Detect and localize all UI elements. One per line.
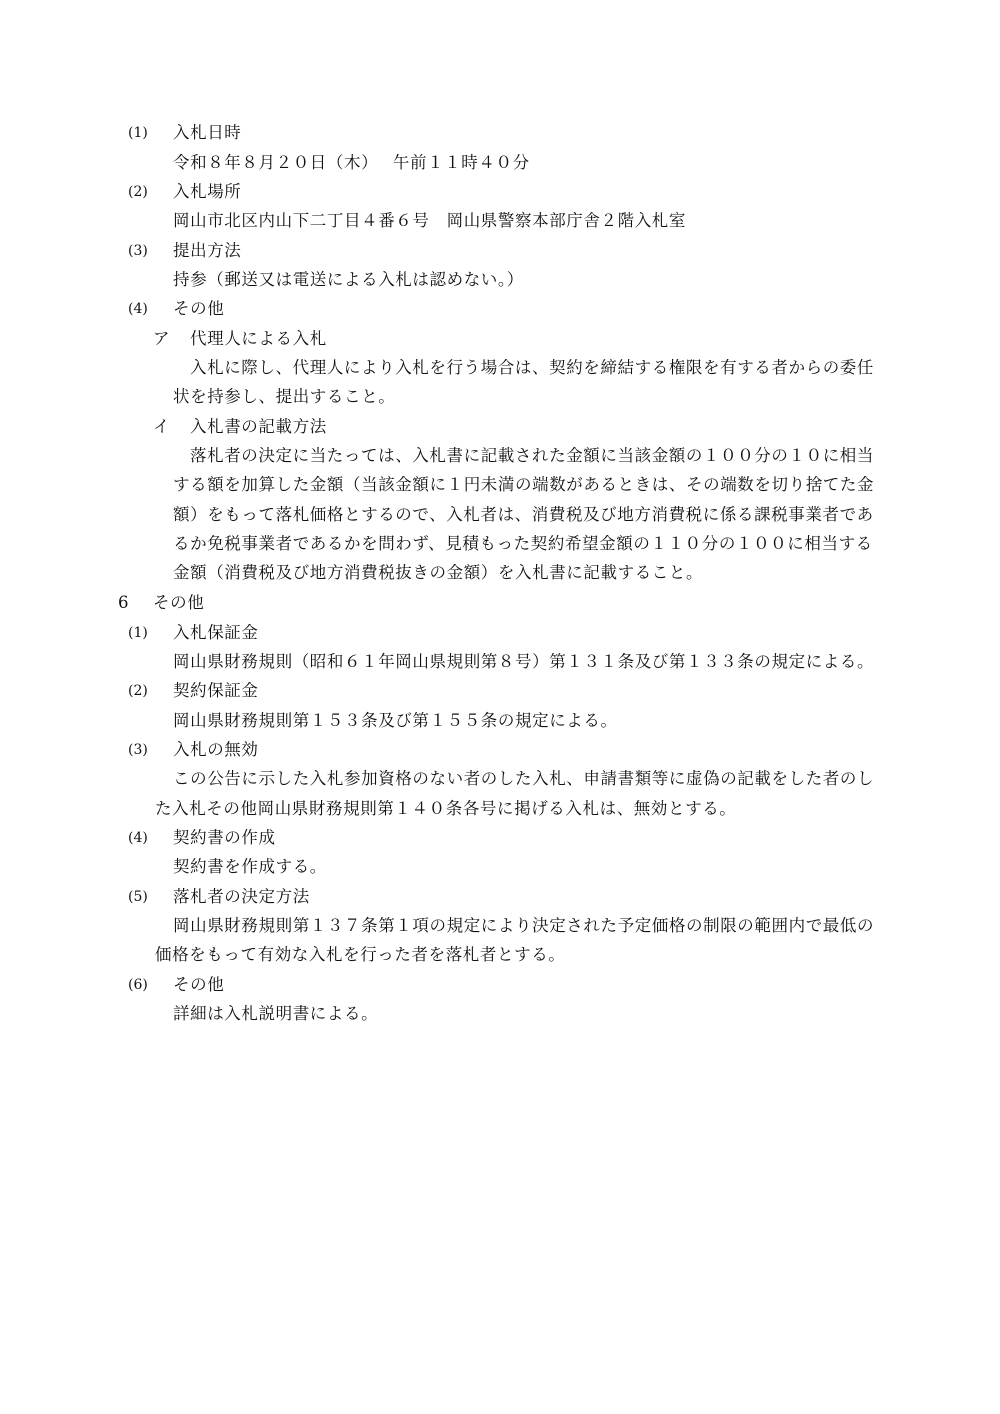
item-body-line: 持参（郵送又は電送による入札は認めない。）	[173, 270, 524, 289]
item-number: (4)	[128, 830, 148, 846]
item-body-line: この公告に示した入札参加資格のない者のした入札、申請書類等に虚偽の記載をした者のし	[173, 769, 875, 788]
item-heading: その他	[173, 975, 225, 994]
item-body-line: 契約書を作成する。	[173, 857, 327, 876]
item-body-line: た入札その他岡山県財務規則第１４０条各号に掲げる入札は、無効とする。	[155, 799, 737, 818]
subitem-body-line: 状を持参し、提出すること。	[173, 387, 396, 406]
subitem-body-line: 金額（消費税及び地方消費税抜きの金額）を入札書に記載すること。	[173, 563, 704, 582]
subitem-body-line: する額を加算した金額（当該金額に１円未満の端数があるときは、その端数を切り捨てた金	[173, 475, 875, 494]
subitem-body-line: 落札者の決定に当たっては、入札書に記載された金額に当該金額の１００分の１０に相当	[190, 446, 874, 465]
subitem-body-line: るか免税事業者であるかを問わず、見積もった契約希望金額の１１０分の１００に相当する	[173, 534, 873, 553]
item-heading: 提出方法	[173, 241, 242, 260]
item-body-line: 岡山市北区内山下二丁目４番６号 岡山県警察本部庁舎２階入札室	[173, 211, 686, 230]
item-heading: 契約書の作成	[173, 828, 276, 847]
item-heading: 入札保証金	[173, 623, 259, 642]
item-heading: 入札場所	[173, 182, 242, 201]
item-number: (2)	[128, 184, 148, 200]
item-body-line: 令和８年８月２０日（木） 午前１１時４０分	[173, 153, 530, 172]
item-heading: 落札者の決定方法	[173, 887, 310, 906]
subitem-label: イ	[153, 417, 171, 436]
item-number: (1)	[128, 625, 148, 641]
item-heading: 入札の無効	[173, 740, 259, 759]
item-body-line: 価格をもって有効な入札を行った者を落札者とする。	[155, 945, 566, 964]
item-number: (3)	[128, 243, 148, 259]
subitem-label: ア	[153, 329, 171, 348]
item-heading: 契約保証金	[173, 681, 259, 700]
item-body-line: 詳細は入札説明書による。	[173, 1004, 379, 1023]
item-number: (6)	[128, 977, 148, 993]
section-number: 6	[118, 593, 130, 612]
item-number: (2)	[128, 683, 148, 699]
subitem-body-line: 入札に際し、代理人により入札を行う場合は、契約を締結する権限を有する者からの委任	[190, 358, 874, 377]
item-heading: その他	[173, 299, 225, 318]
item-number: (5)	[128, 889, 148, 905]
item-body-line: 岡山県財務規則第１３７条第１項の規定により決定された予定価格の制限の範囲内で最低の	[173, 916, 875, 935]
subitem-heading: 入札書の記載方法	[190, 417, 327, 436]
item-number: (3)	[128, 742, 148, 758]
item-body-line: 岡山県財務規則第１５３条及び第１５５条の規定による。	[173, 711, 618, 730]
subitem-heading: 代理人による入札	[190, 329, 327, 348]
item-body-line: 岡山県財務規則（昭和６１年岡山県規則第８号）第１３１条及び第１３３条の規定による。	[173, 652, 875, 671]
item-number: (4)	[128, 301, 148, 317]
item-heading: 入札日時	[173, 123, 242, 142]
section-heading: その他	[153, 593, 205, 612]
item-number: (1)	[128, 125, 148, 141]
subitem-body-line: 額）をもって落札価格とするので、入札者は、消費税及び地方消費税に係る課税事業者であ	[173, 505, 874, 524]
